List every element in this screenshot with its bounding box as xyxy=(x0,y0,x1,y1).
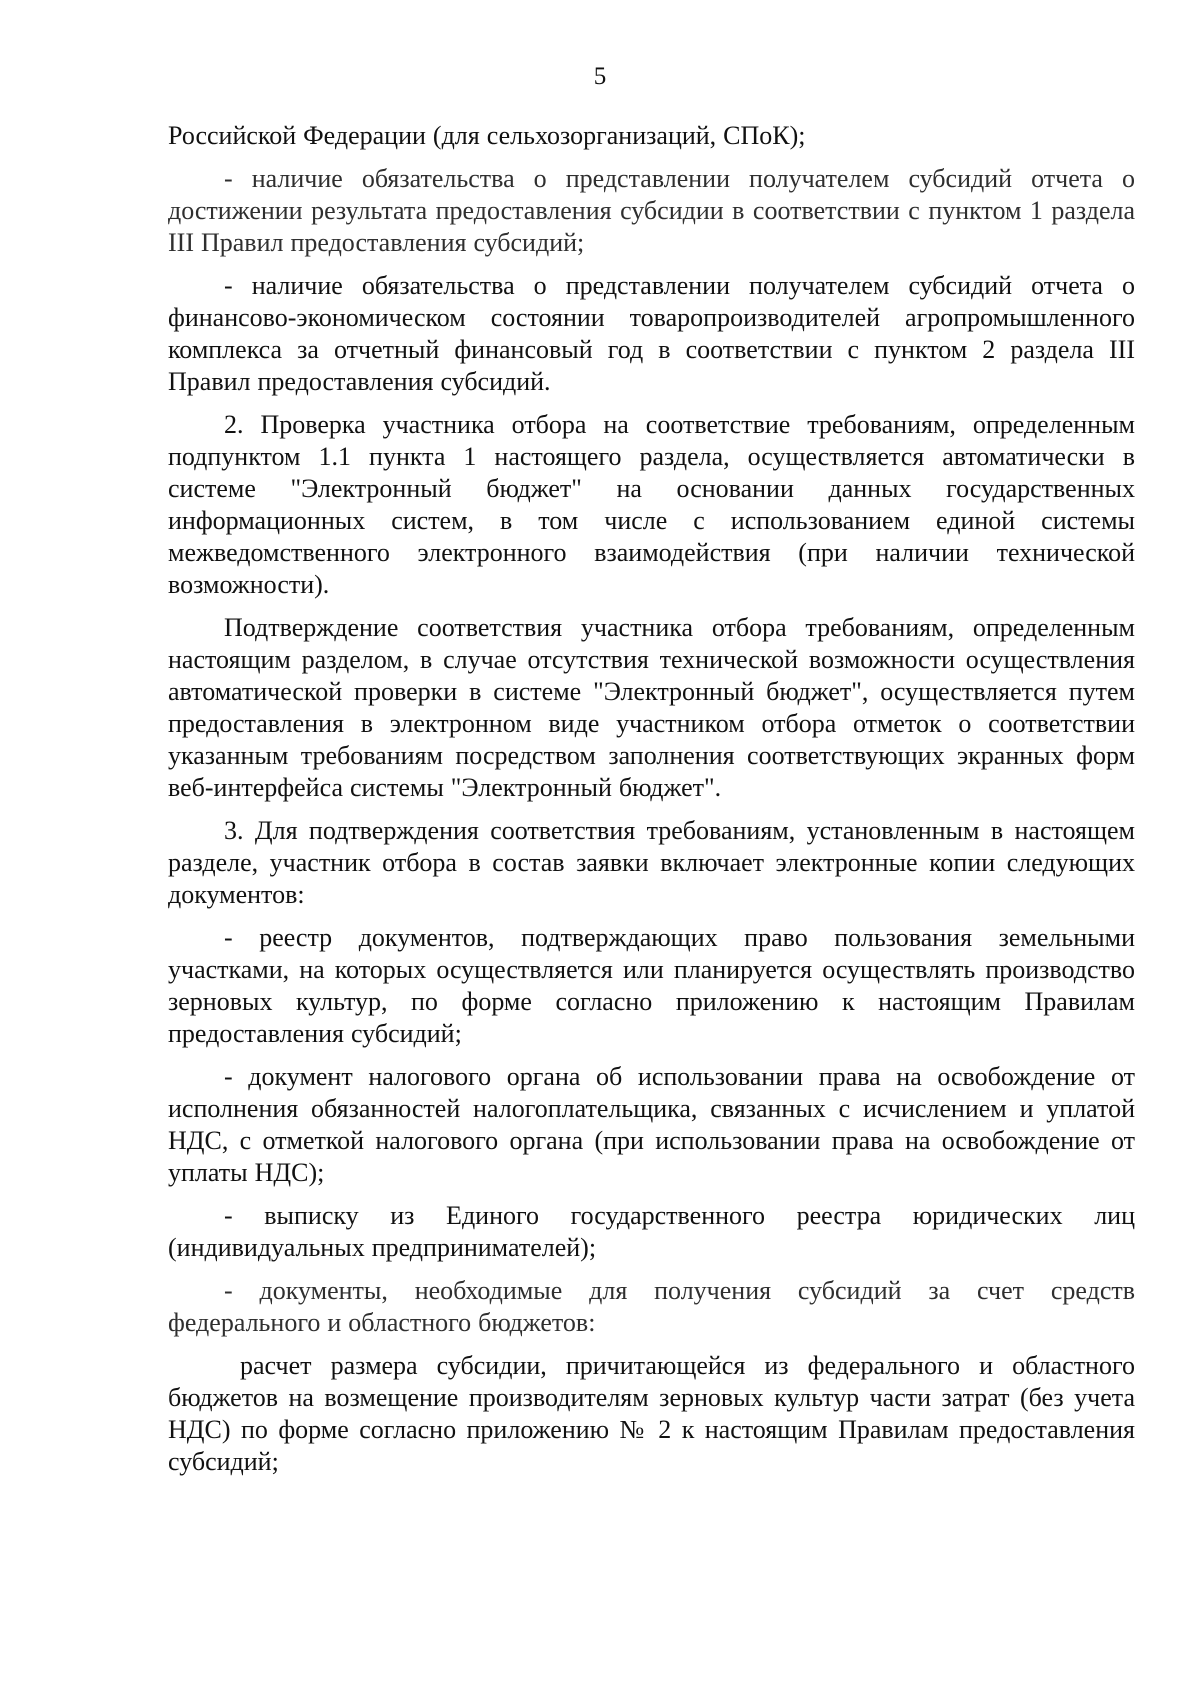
paragraph-egrul-extract: - выписку из Единого государственного реестра юридических лиц (индивидуальных предпринимателей); xyxy=(168,1201,1135,1262)
paragraph-tax-document: - документ налогового органа об использовании права на освобождение от исполнения обязанностей налогоплательщика, связанных с исчислением и уплатой НДС, с отметкой налогового органа (при использовании права на освобождение от уплаты НДС); xyxy=(168,1062,1135,1187)
paragraph-report-obligation-financial: - наличие обязательства о представлении получателем субсидий отчета о финансово-экономическом состоянии товаропроизводителей агропромышленного комплекса за отчетный финансовый год в соответствии с пунктом 2 раздела III Правил предоставления субсидий. xyxy=(168,271,1135,396)
paragraph-continuation: Российской Федерации (для сельхозорганизаций, СПоК); xyxy=(168,121,806,150)
page-number: 5 xyxy=(593,63,607,90)
document-body xyxy=(168,120,1135,1489)
paragraph-land-registry: - реестр документов, подтверждающих право пользования земельными участками, на которых осуществляется или планируется осуществлять производство зерновых культур, по форме согласно приложению к настоящим Правилам предоставления субсидий; xyxy=(168,923,1135,1048)
paragraph-subsidy-calculation: расчет размера субсидии, причитающейся из федерального и областного бюджетов на возмещение производителям зерновых культур части затрат (без учета НДС) по форме согласно приложению № 2 к настоящим Правилам предоставления субсидий; xyxy=(168,1351,1135,1476)
paragraph-report-obligation-result: - наличие обязательства о представлении получателем субсидий отчета о достижении результата предоставления субсидии в соответствии с пунктом 1 раздела III Правил предоставления субсидий; xyxy=(168,164,1135,257)
paragraph-verification-manual: Подтверждение соответствия участника отбора требованиям, определенным настоящим разделом, в случае отсутствия технической возможности осуществления автоматической проверки в системе "Электронный бюджет", осуществляется путем предоставления в электронном виде участником отбора отметок о соответствии указанным требованиям посредством заполнения соответствующих экранных форм веб-интерфейса системы "Электронный бюджет". xyxy=(168,613,1135,802)
paragraph-verification-automatic: 2. Проверка участника отбора на соответствие требованиям, определенным подпунктом 1.1 пункта 1 настоящего раздела, осуществляется автоматически в системе "Электронный бюджет" на основании данных государственных информационных систем, в том числе с использованием единой системы межведомственного электронного взаимодействия (при наличии технической возможности). xyxy=(168,410,1135,599)
paragraph-budget-documents: - документы, необходимые для получения субсидий за счет средств федерального и областного бюджетов: xyxy=(168,1276,1135,1337)
paragraph-required-documents: 3. Для подтверждения соответствия требованиям, установленным в настоящем разделе, участник отбора в состав заявки включает электронные копии следующих документов: xyxy=(168,816,1135,909)
